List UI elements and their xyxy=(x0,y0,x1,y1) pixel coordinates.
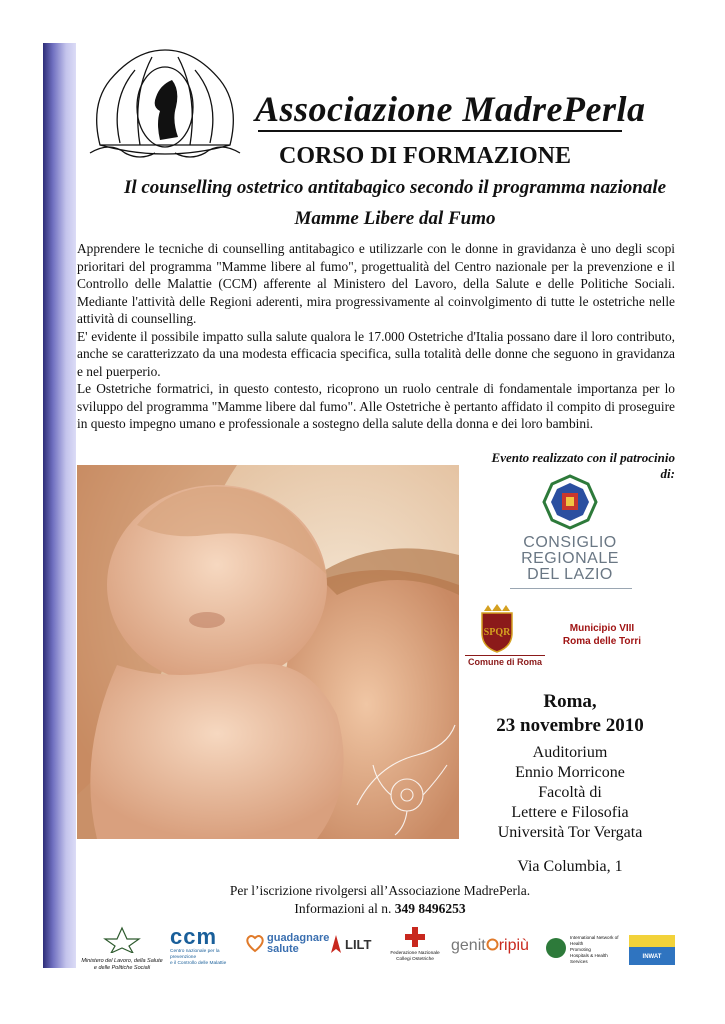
fnco-line-2: Collegi Ostetriche xyxy=(396,957,434,962)
genitori-text-2: ripiù xyxy=(498,937,529,954)
event-venue xyxy=(470,743,670,877)
hph-line-4: Hospitals & Health Services xyxy=(570,953,608,964)
guadagnare-line-1: guadagnare xyxy=(267,932,330,944)
fnco-line-1: Federazione Nazionale xyxy=(390,951,440,956)
ccm-logo xyxy=(170,925,240,973)
lazio-line-1: CONSIGLIO xyxy=(523,534,617,551)
municipio-text xyxy=(552,622,652,648)
description-text xyxy=(77,240,675,433)
signup-info xyxy=(120,882,640,918)
event-city: Roma, xyxy=(543,691,597,712)
paragraph-1: Apprendere le tecniche di counselling antitabagico e utilizzarle con le donne in gravidanza è uno degli scopi prioritari del programma "Mamme libere al fumo", progettualità del Centro nazionale per la prevenzione e il Controllo delle Malattie (CCM) afferente al Ministero del Lavoro, della Salute e delle Politiche Sociali. Mediante l'attività delle Regioni aderenti, mira progressivamente al coinvolgimento di tutte le ostetriche nelle attività di counselling. xyxy=(77,241,675,326)
comune-label: Comune di Roma xyxy=(467,657,542,667)
course-title: CORSO DI FORMAZIONE xyxy=(278,143,572,169)
roma-spqr-emblem-icon xyxy=(472,603,522,653)
ministero-line-2: e delle Politiche Sociali xyxy=(93,965,151,971)
title-underline xyxy=(258,130,622,132)
subtitle-line-2: Mamme Libere dal Fumo xyxy=(294,208,496,229)
fnco-logo xyxy=(385,925,445,973)
mother-baby-photo xyxy=(77,465,459,839)
venue-address: Via Columbia, 1 xyxy=(517,858,623,875)
lilt-logo xyxy=(329,925,381,973)
phone-line xyxy=(120,900,640,918)
lazio-line-3: DEL LAZIO xyxy=(527,566,613,583)
association-title: Associazione MadrePerla xyxy=(255,89,646,129)
italian-emblem-icon xyxy=(77,925,167,953)
lilt-ribbon-icon xyxy=(329,935,343,955)
lazio-council-text xyxy=(505,535,635,583)
event-day: 23 novembre 2010 xyxy=(496,715,644,736)
genitori-flower-icon xyxy=(486,938,499,951)
phone-number: 349 8496253 xyxy=(394,901,466,916)
inwat-logo xyxy=(629,925,675,973)
lilt-text: LILT xyxy=(345,937,372,952)
comune-divider xyxy=(465,655,545,656)
venue-line-1: Auditorium xyxy=(532,744,608,761)
venue-line-2: Ennio Morricone xyxy=(515,764,625,781)
inwat-text: INWAT xyxy=(642,954,662,960)
ccm-sub-1: Centro nazionale per la prevenzione xyxy=(170,949,220,960)
ccm-sub-2: e il Controllo delle Malattie xyxy=(170,961,227,966)
event-date xyxy=(470,690,670,738)
ccm-mark: ccm xyxy=(170,924,218,949)
genitori-piu-logo xyxy=(451,925,541,973)
hph-logo xyxy=(545,925,625,973)
subtitle-line-1: Il counselling ostetrico antitabagico secondo il programma nazionale xyxy=(123,177,667,198)
svg-text:SPQR: SPQR xyxy=(483,627,511,638)
genitori-text-1: genit xyxy=(451,937,486,954)
hph-globe-icon xyxy=(545,937,567,959)
course-subtitle xyxy=(80,172,710,234)
municipio-line-1: Municipio VIII xyxy=(569,623,635,634)
municipio-line-2: Roma delle Torri xyxy=(562,636,642,647)
ministero-line-1: Ministero del Lavoro, della Salute xyxy=(81,958,163,964)
hph-line-3: Promoting xyxy=(570,947,591,952)
venue-line-3: Facoltà di xyxy=(538,784,602,801)
heart-icon xyxy=(245,933,265,953)
paragraph-3: Le Ostetriche formatrici, in questo contesto, ricoprono un ruolo centrale di fondamentale importanza per lo sviluppo del programma "Mamme libere dal fumo". Alle Ostetriche è pertanto affidato il compito di proseguire in questo impegno umano e professionale a sostegno della salute della donna e dei loro bambini. xyxy=(77,381,675,431)
lazio-line-2: REGIONALE xyxy=(521,550,619,567)
guadagnare-salute-logo xyxy=(245,925,330,973)
venue-line-5: Università Tor Vergata xyxy=(497,824,643,841)
partner-logos xyxy=(77,925,677,973)
side-accent-bar xyxy=(43,43,76,968)
hph-line-1: International Network of xyxy=(570,935,619,940)
guadagnare-line-2: salute xyxy=(267,943,299,955)
signup-text: Per l’iscrizione rivolgersi all’Associazione MadrePerla. xyxy=(229,883,531,898)
ministero-logo xyxy=(77,925,167,973)
fnco-cross-icon xyxy=(404,925,426,949)
patronage-label: Evento realizzato con il patrocinio di: xyxy=(491,450,675,481)
hph-line-2: Health xyxy=(570,941,584,946)
lazio-divider xyxy=(510,588,632,589)
phone-prefix: Informazioni al n. xyxy=(294,901,392,916)
paragraph-2: E' evidente il possibile impatto sulla salute qualora le 17.000 Ostetriche d'Italia possano dare il loro contributo, anche se caratterizzato da una modesta efficacia specifica, sulla totalità delle donne che seguono in gravidanza e nel puerperio. xyxy=(77,328,675,379)
venue-line-4: Lettere e Filosofia xyxy=(511,804,629,821)
